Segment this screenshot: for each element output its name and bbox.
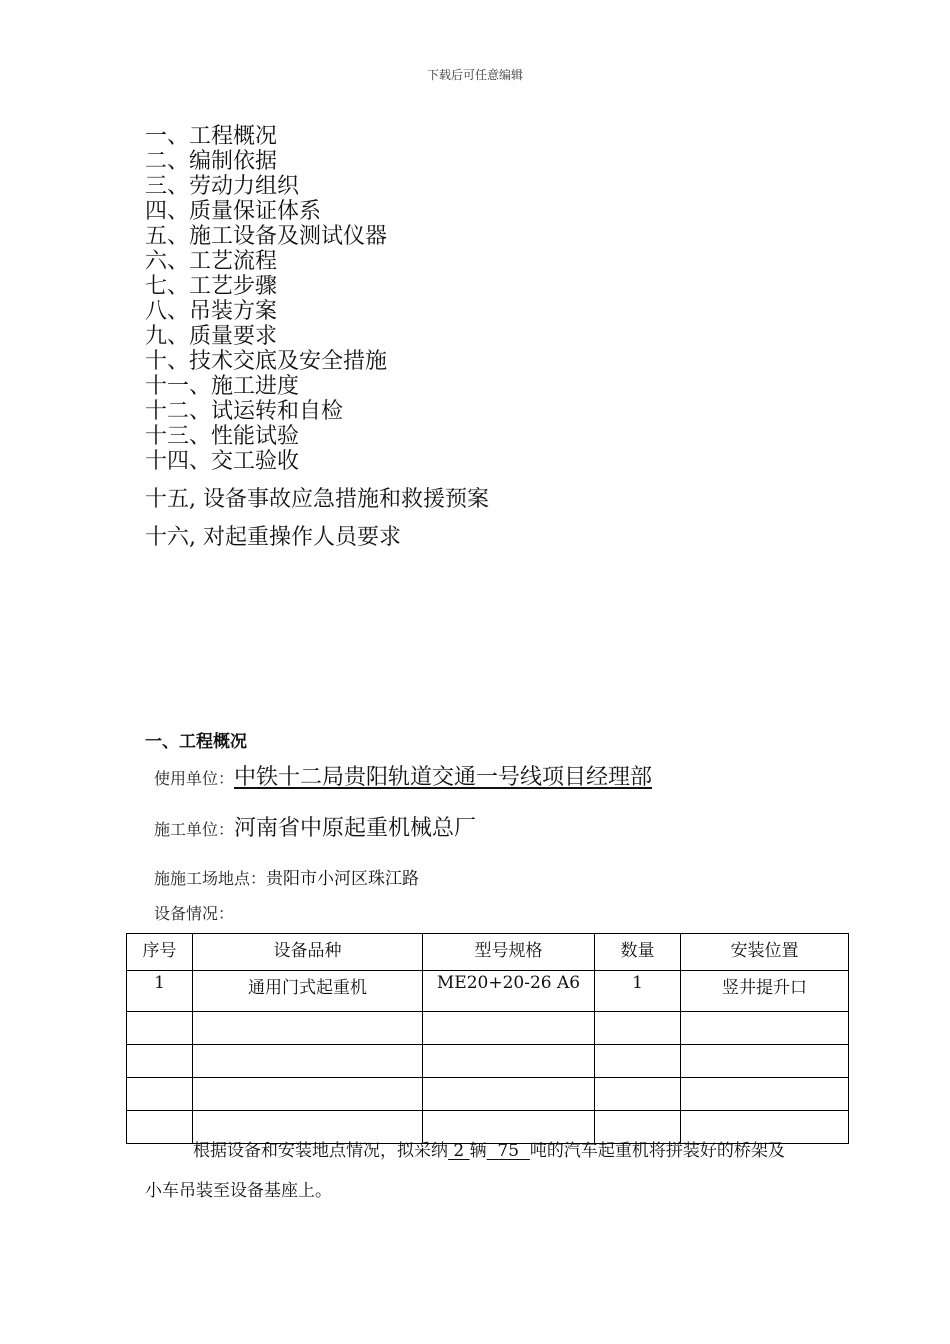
section-heading: 一、工程概况 xyxy=(145,732,247,752)
header-note: 下载后可任意编辑 xyxy=(426,68,523,82)
paragraph-text: 辆 xyxy=(469,1141,487,1161)
empty-cell xyxy=(595,1078,681,1111)
header-type: 设备品种 xyxy=(193,934,423,971)
paragraph-line-1 xyxy=(145,1139,865,1163)
toc-item: 六、工艺流程 xyxy=(145,249,278,274)
cell-no: 1 xyxy=(127,971,193,1012)
construction-unit-label: 施工单位： xyxy=(154,820,235,839)
toc-item: 九、质量要求 xyxy=(145,324,278,349)
toc-item: 一、工程概况 xyxy=(145,124,278,149)
toc-item: 十二、试运转和自检 xyxy=(145,399,344,424)
empty-cell xyxy=(193,1078,423,1111)
table-row xyxy=(127,971,849,1012)
site-value: 贵阳市小河区珠江路 xyxy=(266,869,420,889)
header-location: 安装位置 xyxy=(681,934,849,971)
construction-unit-value: 河南省中原起重机械总厂 xyxy=(234,816,477,841)
empty-cell xyxy=(423,1078,595,1111)
empty-cell xyxy=(127,1012,193,1045)
toc-item: 七、工艺步骤 xyxy=(145,274,278,299)
user-unit-value: 中铁十二局贵阳轨道交通一号线项目经理部 xyxy=(234,765,653,790)
empty-cell xyxy=(595,1045,681,1078)
cell-qty: 1 xyxy=(595,971,681,1012)
table-row-empty xyxy=(127,1045,849,1078)
toc-item: 十六, 对起重操作人员要求 xyxy=(145,525,401,550)
crane-tonnage: 75 xyxy=(486,1141,530,1161)
user-unit-line xyxy=(154,760,652,791)
empty-cell xyxy=(681,1045,849,1078)
empty-cell xyxy=(595,1012,681,1045)
paragraph-text: 根据设备和安装地点情况，拟采纳 xyxy=(193,1141,448,1161)
empty-cell xyxy=(127,1045,193,1078)
empty-cell xyxy=(423,1012,595,1045)
empty-cell xyxy=(423,1045,595,1078)
toc-item: 十四、交工验收 xyxy=(145,449,300,474)
toc-item: 五、施工设备及测试仪器 xyxy=(145,224,388,249)
cell-model: ME20+20-26 A6 xyxy=(423,971,595,1012)
site-line xyxy=(154,864,419,889)
table-header-row xyxy=(127,934,849,971)
equipment-label-line xyxy=(154,901,234,924)
empty-cell xyxy=(681,1078,849,1111)
header-no: 序号 xyxy=(127,934,193,971)
toc-item: 二、编制依据 xyxy=(145,149,278,174)
construction-unit-line xyxy=(154,811,476,842)
header-model: 型号规格 xyxy=(423,934,595,971)
empty-cell xyxy=(681,1012,849,1045)
equipment-label: 设备情况： xyxy=(154,904,235,923)
toc-item: 四、质量保证体系 xyxy=(145,199,322,224)
toc-item: 十、技术交底及安全措施 xyxy=(145,349,388,374)
toc-item: 十一、施工进度 xyxy=(145,374,300,399)
empty-cell xyxy=(193,1045,423,1078)
paragraph-line-2: 小车吊装至设备基座上。 xyxy=(145,1181,332,1201)
cell-type: 通用门式起重机 xyxy=(193,971,423,1012)
site-label: 施施工场地点： xyxy=(154,869,267,888)
toc-item: 八、吊装方案 xyxy=(145,299,278,324)
table-row-empty xyxy=(127,1012,849,1045)
empty-cell xyxy=(193,1012,423,1045)
header-qty: 数量 xyxy=(595,934,681,971)
equipment-table xyxy=(126,933,849,1144)
vehicle-count: 2 xyxy=(448,1141,470,1161)
toc-item: 十五, 设备事故应急措施和救援预案 xyxy=(145,487,489,512)
user-unit-label: 使用单位： xyxy=(154,769,235,788)
paragraph-text: 吨的汽车起重机将拼装好的桥架及 xyxy=(529,1141,785,1161)
table-row-empty xyxy=(127,1078,849,1111)
table-of-contents xyxy=(145,124,489,550)
cell-location: 竖井提升口 xyxy=(681,971,849,1012)
empty-cell xyxy=(127,1078,193,1111)
toc-item: 十三、性能试验 xyxy=(145,424,300,449)
toc-item: 三、劳动力组织 xyxy=(145,174,300,199)
